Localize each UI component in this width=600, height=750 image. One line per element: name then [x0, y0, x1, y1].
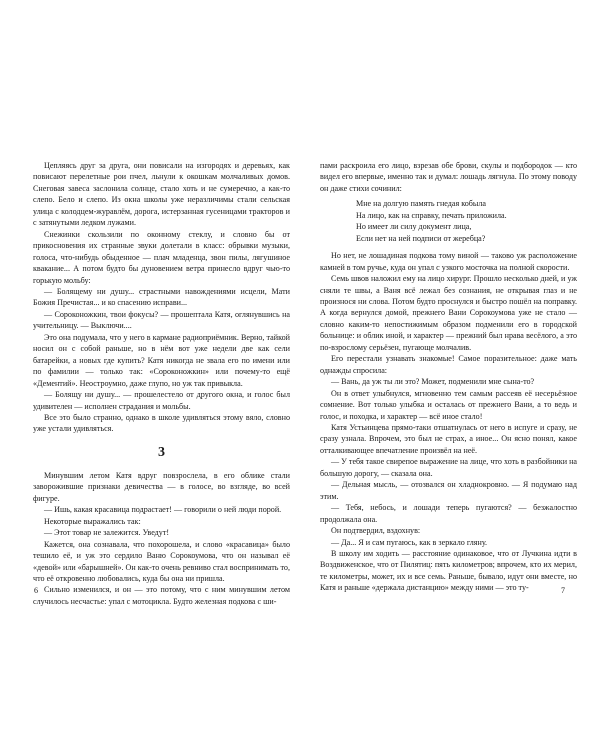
left-after-chapter [33, 470, 290, 607]
page-number-left: 6 [34, 586, 38, 595]
paragraph: Все это было странно, однако в школе удивляться этому вяло, словно уже устали удивляться. [33, 412, 290, 434]
poem [356, 198, 577, 244]
paragraph: Он подтвердил, вздохнув: [331, 526, 421, 536]
paragraph: — Дельная мысль, — отозвался он хладнокровно. — Я подумаю над этим. [320, 480, 577, 501]
paragraph: — Болящу ни душу... — прошелестело от другого окна, и голос был удивителен — исполнен страдания и мольбы. [33, 390, 290, 411]
paragraph: Но нет, не лошадиная подкова тому виной — таково уж расположение камней в том ручье, куда он упал с узкого мосточка на полной скорости. [320, 251, 577, 272]
paragraph: — Этот товар не залежится. Уведут! [44, 528, 170, 538]
paragraph: — Сороконожкин, твои фокусы? — прошептала Катя, оглянувшись на учительницу. — Выключи.... [33, 309, 290, 331]
chapter-number: 3 [158, 444, 165, 460]
paragraph: Некоторые выражались так: [44, 516, 141, 526]
paragraph: Это она подумала, что у него в кармане радиоприёмник. Верно, тайкой носил он с собой раньше, но в нём вот уже недели две как сели батарейки, а новых где купить? Катя никогда не звала его по имени или по фамилии — только так: «Сороконожкин» или почему-то ещё «Дементий». Неостроумно, даже глупо, но уж так привыкла. [33, 332, 290, 388]
left-before-chapter [33, 160, 290, 435]
paragraph: — Вань, да уж ты ли это? Может, подменили мне сына-то? [331, 377, 535, 387]
left-page-column [33, 160, 290, 607]
paragraph: Катя Устьинцева прямо-таки отшатнулась от него в испуге и сразу, не сразу узнала. Впрочем, это был не страх, а иное... Он ясно понял, какое отталкивающее впечатление произвёл на неё. [320, 422, 577, 455]
paragraph: Его перестали узнавать знакомые! Самое поразительное: даже мать однажды спросила: [320, 354, 577, 375]
paragraph: Сильно изменился, и он — это потому, что с ним минувшим летом случилось несчастье: упал с мотоцикла. Будто железная подкова с ши- [33, 585, 290, 606]
paragraph: Снежинки скользили по оконному стеклу, и словно бы от прикосновения их странные звуки долетали в класс: обрывки музыки, голоса, что-нибудь обыденное — плач младенца, звон пилы, лягушиное квакание... А потом будто бы дуновением ветра принесло вдруг чью-то горькую мольбу: [33, 229, 290, 285]
paragraph: — Тебя, небось, и лошади теперь пугаются? — безжалостно продолжала она. [320, 503, 577, 524]
poem-line: Мне на долгую память гнедая кобыла [356, 199, 486, 209]
paragraph: В школу им ходить — расстояние одинаковое, что от Лучкина идти в Воздвиженское, что от Пилятиц: пять километров; впрочем, кто их мерил, те километры, может, их и все семь. Раньше, бывало, идут они вместе, но Катя и раньше «держала дистанцию» между ними — это ту- [320, 548, 577, 593]
paragraph: Он в ответ улыбнулся, мгновенно тем самым рассеяв её несерьёзное сомнение. Вот только улыбка и осталась от прежнего Вани, а то ведь и голос, и походка, и характер — всё иное стало! [320, 388, 577, 421]
paragraph: Семь швов наложил ему на лицо хирург. Прошло несколько дней, и уж сняли те швы, а Ваня всё лежал без сознания, не открывая глаз и не произнося ни слова. Потом будто проснулся и быстро пошёл на поправку. А когда вернулся домой, прежнего Вани Сорокоумова уже не стало — словно каким-то непостижимым образом подменили его в городской больнице: и облик иной, и характер — прежний был нрава весёлого, а это по-взрослому серьёзен, пугающе молчалив. [320, 274, 577, 352]
paragraph: Кажется, она сознавала, что похорошела, и слово «красавица» было тешило её, и уж это сердило Ваню Сорокоумова, что он называл её «девой» или «барышней». Он как-то очень ревниво стал воспринимать то, что её откровенно любовались, куда бы она ни пришла. [33, 539, 290, 583]
right-page-column [320, 160, 577, 594]
poem-line: Если нет на ней подписи от жеребца? [356, 233, 486, 243]
paragraph: — Ишь, какая красавица подрастает! — говорили о ней люди порой. [44, 505, 282, 515]
poem-line: Но имеет ли силу документ лица, [356, 222, 472, 232]
paragraph: — У тебя такое свирепое выражение на лице, что хоть в разбойники на большую дорогу, — сказала она. [320, 457, 577, 478]
paragraph: Минувшим летом Катя вдруг повзрослела, в его облике стали заворожившие признаки девичества — в голосе, во взгляде, во всей фигуре. [33, 470, 290, 503]
continued-paragraph: пами раскроила его лицо, взрезав обе брови, скулы и подбородок — кто видел его впервые, именно так и думал: лошадь лягнула. По этому поводу он даже стихи сочинил: [320, 161, 577, 193]
paragraph: — Да... Я и сам пугаюсь, как в зеркало гляну. [331, 537, 488, 547]
poem-line: На лицо, как на справку, печать приложила. [356, 210, 507, 220]
paragraph: Цепляясь друг за друга, они повисали на изгородях и деревьях, как повисают перелетные рои пчел, льнули к окошкам молчаливых домов. Снеговая завеса заслонила солнце, стало хоть и не сумеречно, а как-то слепо. Бело и слепо. Из окна школы уже неразличимы стали сельская улица с колодцем-журавлём, дорога, истерзанная гусеницами тракторов и с затянутыми ледком лужами. [33, 161, 290, 228]
paragraph: — Болящему ни душу... страстными навождениями исцели, Мати Божия Пречистая... и ко спасению исправи... [33, 286, 290, 308]
page-number-right: 7 [561, 586, 565, 595]
